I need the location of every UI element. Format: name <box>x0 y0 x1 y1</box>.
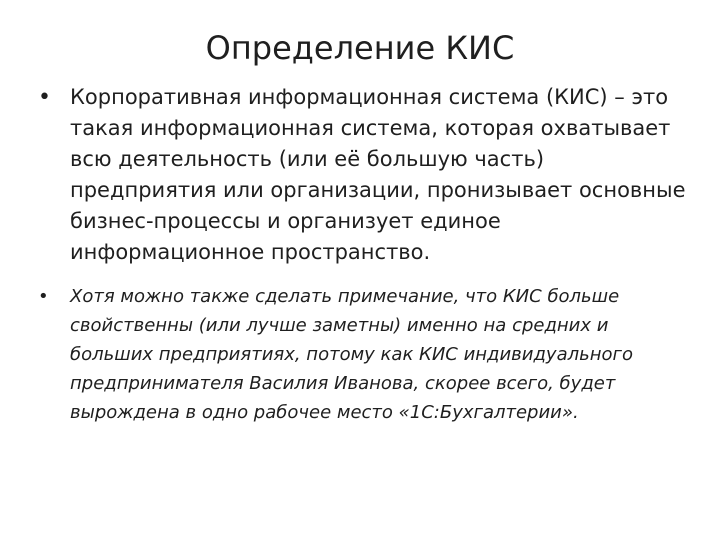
bullet-marker-icon: • <box>38 85 51 110</box>
bullet-list <box>36 82 696 427</box>
bullet-text-note: Хотя можно также сделать примечание, что КИС больше свойственны (или лучше заметны) именно на средних и больших предприятиях, потому как КИС индивидуального предпринимателя Василия Иванова, скорее всего, будет вырождена в одно рабочее место «1С:Бухгалтерии». <box>70 286 633 423</box>
bullet-text-definition: Корпоративная информационная система (КИС) – это такая информационная система, которая охватывает всю деятельность (или её большую часть) предприятия или организации, пронизывает основные бизнес-процессы и организует единое информационное пространство. <box>70 85 686 264</box>
slide-title: Определение КИС <box>205 29 515 67</box>
bullet-item-note <box>36 282 682 427</box>
bullet-item-definition <box>36 82 696 268</box>
bullet-marker-icon: • <box>38 286 49 307</box>
